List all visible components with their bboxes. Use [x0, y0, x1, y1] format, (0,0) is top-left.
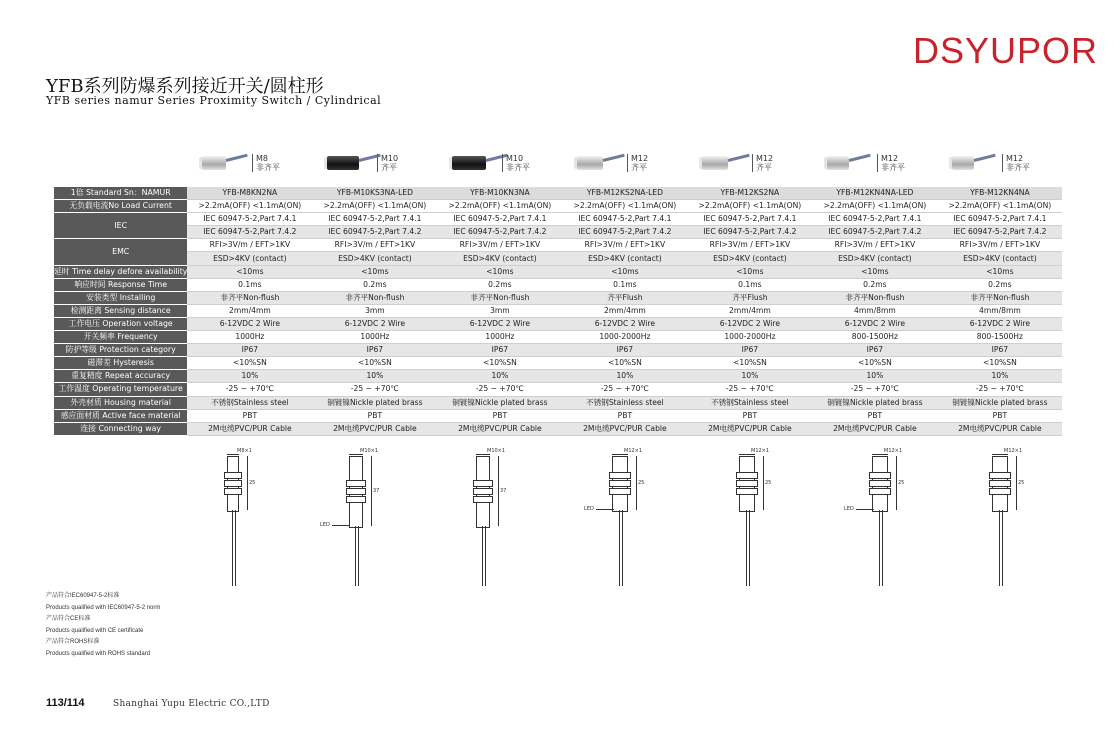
product-size-label [881, 154, 905, 172]
size-text: M12 [881, 154, 899, 163]
page-title-en: YFB series namur Series Proximity Switch / Cylindrical [46, 94, 382, 107]
table-cell: 非齐平Non-flush [312, 291, 437, 304]
table-row [54, 278, 1062, 291]
table-cell: 不锈钢Stainless steel [687, 396, 812, 409]
note-line: 产品符合IEC60947-5-2标准 [46, 593, 120, 599]
table-cell: 2mm/4mm [562, 304, 687, 317]
product-size-label [256, 154, 280, 172]
table-cell: IEC 60947-5-2,Part 7.4.2 [937, 226, 1062, 239]
table-row [54, 187, 1062, 200]
table-cell: 10% [812, 370, 937, 383]
table-cell: PBT [562, 409, 687, 422]
table-cell: 0.2ms [437, 278, 562, 291]
table-cell: 铜镀镍Nickle plated brass [812, 396, 937, 409]
flush-text: 非齐平 [881, 163, 905, 172]
table-cell: 非齐平Non-flush [937, 291, 1062, 304]
table-row [54, 409, 1062, 422]
table-cell: IP67 [812, 344, 937, 357]
table-cell: 不锈钢Stainless steel [562, 396, 687, 409]
table-row [54, 370, 1062, 383]
table-cell: 1000-2000Hz [562, 331, 687, 344]
table-cell: 800-1500Hz [937, 331, 1062, 344]
table-cell: IEC 60947-5-2,Part 7.4.2 [562, 226, 687, 239]
table-cell: -25 ~ +70℃ [687, 383, 812, 396]
table-cell: <10%SN [937, 357, 1062, 370]
table-cell: 0.2ms [312, 278, 437, 291]
thread-label: M8×1 [237, 448, 252, 454]
row-label: 磁滞差 Hysteresis [54, 357, 187, 370]
dimension-drawing [320, 448, 386, 588]
table-cell: 不锈钢Stainless steel [187, 396, 312, 409]
table-cell: YFB-M12KS2NA-LED [562, 187, 687, 200]
dimension-label: 25 [249, 480, 256, 486]
table-row [54, 344, 1062, 357]
table-cell: -25 ~ +70℃ [812, 383, 937, 396]
compliance-notes [46, 591, 160, 660]
table-cell: 10% [687, 370, 812, 383]
table-cell: <10%SN [687, 357, 812, 370]
row-label: IEC [54, 213, 187, 239]
table-cell: <10ms [187, 265, 312, 278]
table-cell: IP67 [312, 344, 437, 357]
company-name: Shanghai Yupu Electric CO.,LTD [113, 699, 270, 709]
row-label: 延时 Time delay defore availability [54, 265, 187, 278]
table-cell: 2M电缆PVC/PUR Cable [562, 422, 687, 435]
dimension-label: 37 [500, 488, 507, 494]
table-row [54, 291, 1062, 304]
table-cell: YFB-M10KN3NA [437, 187, 562, 200]
product-size-label [1006, 154, 1030, 172]
page-number: 113/114 [46, 697, 85, 709]
table-cell: >2.2mA(OFF) <1.1mA(ON) [687, 200, 812, 213]
table-cell: ESD>4KV (contact) [437, 252, 562, 265]
table-cell: 10% [937, 370, 1062, 383]
note-line: Products qualified with IEC60947-5-2 norm [46, 604, 161, 611]
size-text: M8 [256, 154, 268, 163]
table-row [54, 383, 1062, 396]
table-cell: IP67 [562, 344, 687, 357]
table-cell: >2.2mA(OFF) <1.1mA(ON) [437, 200, 562, 213]
table-cell: <10ms [687, 265, 812, 278]
table-cell: ESD>4KV (contact) [812, 252, 937, 265]
row-label: 1倍 Standard Sn：NAMUR [54, 187, 187, 200]
table-cell: <10%SN [187, 357, 312, 370]
note-line: 产品符合CE标准 [46, 616, 91, 622]
thread-label: M12×1 [751, 448, 770, 454]
row-label: 响应时间 Response Time [54, 278, 187, 291]
row-label: 重复精度 Repeat accuracy [54, 370, 187, 383]
product-size-label [756, 154, 773, 172]
table-cell: 6-12VDC 2 Wire [937, 317, 1062, 330]
table-cell: RFI>3V/m / EFT>1KV [312, 239, 437, 252]
table-cell: IEC 60947-5-2,Part 7.4.2 [687, 226, 812, 239]
size-text: M12 [631, 154, 649, 163]
table-cell: <10%SN [437, 357, 562, 370]
page-title-cn: YFB系列防爆系列接近开关/圆柱形 [46, 76, 324, 97]
table-row [54, 304, 1062, 317]
table-cell: 非齐平Non-flush [812, 291, 937, 304]
table-cell: IP67 [437, 344, 562, 357]
table-cell: IP67 [937, 344, 1062, 357]
table-cell: 齐平Flush [687, 291, 812, 304]
table-cell: ESD>4KV (contact) [937, 252, 1062, 265]
table-cell: 6-12VDC 2 Wire [437, 317, 562, 330]
table-cell: 2M电缆PVC/PUR Cable [937, 422, 1062, 435]
table-cell: RFI>3V/m / EFT>1KV [187, 239, 312, 252]
dimension-label: 25 [1018, 480, 1025, 486]
table-cell: <10ms [562, 265, 687, 278]
table-row [54, 422, 1062, 435]
table-cell: 1000Hz [312, 331, 437, 344]
table-cell: 10% [437, 370, 562, 383]
table-cell: 3mm [437, 304, 562, 317]
table-cell: 6-12VDC 2 Wire [562, 317, 687, 330]
table-cell: 10% [187, 370, 312, 383]
thread-label: M10×1 [487, 448, 506, 454]
flush-text: 非齐平 [506, 163, 530, 172]
table-cell: PBT [937, 409, 1062, 422]
thread-label: M12×1 [1004, 448, 1023, 454]
dimension-drawing [844, 448, 910, 588]
table-cell: 铜镀镍Nickle plated brass [937, 396, 1062, 409]
table-row [54, 396, 1062, 409]
row-label: 防护等级 Protection category [54, 344, 187, 357]
table-cell: <10%SN [562, 357, 687, 370]
table-cell: IEC 60947-5-2,Part 7.4.1 [437, 213, 562, 226]
size-text: M12 [1006, 154, 1024, 163]
table-cell: IP67 [187, 344, 312, 357]
table-cell: >2.2mA(OFF) <1.1mA(ON) [312, 200, 437, 213]
table-cell: 1000Hz [437, 331, 562, 344]
table-cell: 10% [312, 370, 437, 383]
table-cell: 1000-2000Hz [687, 331, 812, 344]
row-label: 外壳材质 Housing material [54, 396, 187, 409]
note-line: 产品符合ROHS标准 [46, 639, 100, 645]
table-cell: >2.2mA(OFF) <1.1mA(ON) [812, 200, 937, 213]
table-cell: IEC 60947-5-2,Part 7.4.2 [812, 226, 937, 239]
table-cell: <10ms [312, 265, 437, 278]
table-cell: 齐平Flush [562, 291, 687, 304]
table-cell: -25 ~ +70℃ [437, 383, 562, 396]
row-label: EMC [54, 239, 187, 265]
table-cell: 2M电缆PVC/PUR Cable [187, 422, 312, 435]
flush-text: 非齐平 [1006, 163, 1030, 172]
row-label: 连接 Connecting way [54, 422, 187, 435]
row-label: 无负载电流No Load Current [54, 200, 187, 213]
table-cell: -25 ~ +70℃ [562, 383, 687, 396]
size-text: M12 [756, 154, 774, 163]
table-cell: IEC 60947-5-2,Part 7.4.1 [562, 213, 687, 226]
row-label: 工作温度 Operating temperature [54, 383, 187, 396]
table-cell: ESD>4KV (contact) [562, 252, 687, 265]
dimension-label: 25 [898, 480, 905, 486]
table-cell: 6-12VDC 2 Wire [187, 317, 312, 330]
table-cell: >2.2mA(OFF) <1.1mA(ON) [187, 200, 312, 213]
table-cell: 铜镀镍Nickle plated brass [312, 396, 437, 409]
table-cell: IEC 60947-5-2,Part 7.4.1 [687, 213, 812, 226]
table-cell: 2M电缆PVC/PUR Cable [812, 422, 937, 435]
table-cell: 0.2ms [812, 278, 937, 291]
flush-text: 齐平 [631, 163, 647, 172]
table-cell: YFB-M8KN2NA [187, 187, 312, 200]
table-cell: <10%SN [312, 357, 437, 370]
table-cell: IEC 60947-5-2,Part 7.4.2 [437, 226, 562, 239]
dimension-drawing [717, 448, 777, 588]
table-cell: ESD>4KV (contact) [312, 252, 437, 265]
table-cell: 0.1ms [562, 278, 687, 291]
note-line: Products qualified with ROHS standard [46, 650, 151, 657]
row-label: 开关频率 Frequency [54, 331, 187, 344]
table-cell: PBT [812, 409, 937, 422]
table-cell: IEC 60947-5-2,Part 7.4.1 [937, 213, 1062, 226]
dimension-label: 25 [638, 480, 645, 486]
row-label: 检测距离 Sensing distance [54, 304, 187, 317]
table-cell: PBT [312, 409, 437, 422]
table-cell: IEC 60947-5-2,Part 7.4.2 [187, 226, 312, 239]
dimension-label: 37 [373, 488, 380, 494]
size-text: M10 [381, 154, 399, 163]
table-cell: IEC 60947-5-2,Part 7.4.1 [312, 213, 437, 226]
table-row [54, 265, 1062, 278]
dimension-drawing [203, 448, 263, 588]
table-cell: -25 ~ +70℃ [187, 383, 312, 396]
table-cell: 6-12VDC 2 Wire [812, 317, 937, 330]
dimension-drawing [584, 448, 650, 588]
led-label: LED [320, 522, 330, 528]
table-cell: 4mm/8mm [812, 304, 937, 317]
table-cell: 铜镀镍Nickle plated brass [437, 396, 562, 409]
flush-text: 齐平 [756, 163, 772, 172]
table-cell: <10ms [812, 265, 937, 278]
table-cell: 6-12VDC 2 Wire [312, 317, 437, 330]
table-cell: IEC 60947-5-2,Part 7.4.2 [312, 226, 437, 239]
table-cell: PBT [437, 409, 562, 422]
table-row [54, 252, 1062, 265]
table-cell: 非齐平Non-flush [437, 291, 562, 304]
dimension-label: 25 [765, 480, 772, 486]
row-label: 安装类型 Installing [54, 291, 187, 304]
table-row [54, 357, 1062, 370]
table-cell: PBT [687, 409, 812, 422]
brand-logo: DSYUPOR [912, 30, 1098, 71]
row-label: 工作电压 Operation voltage [54, 317, 187, 330]
table-row [54, 331, 1062, 344]
table-cell: 0.1ms [687, 278, 812, 291]
size-text: M10 [506, 154, 524, 163]
product-size-label [506, 154, 530, 172]
table-cell: 10% [562, 370, 687, 383]
thread-label: M12×1 [624, 448, 643, 454]
table-row [54, 239, 1062, 252]
table-cell: 0.2ms [937, 278, 1062, 291]
table-cell: >2.2mA(OFF) <1.1mA(ON) [937, 200, 1062, 213]
thread-label: M12×1 [884, 448, 903, 454]
table-cell: IEC 60947-5-2,Part 7.4.1 [812, 213, 937, 226]
spec-table [54, 187, 1062, 436]
table-cell: 非齐平Non-flush [187, 291, 312, 304]
table-cell: IEC 60947-5-2,Part 7.4.1 [187, 213, 312, 226]
table-row [54, 213, 1062, 226]
table-cell: 1000Hz [187, 331, 312, 344]
table-cell: 3mm [312, 304, 437, 317]
table-cell: 0.1ms [187, 278, 312, 291]
table-cell: YFB-M12KN4NA [937, 187, 1062, 200]
table-cell: YFB-M12KS2NA [687, 187, 812, 200]
row-label: 感应面材质 Active face material [54, 409, 187, 422]
table-row [54, 317, 1062, 330]
table-cell: YFB-M12KN4NA-LED [812, 187, 937, 200]
flush-text: 非齐平 [256, 163, 280, 172]
product-size-label [631, 154, 648, 172]
thread-label: M10×1 [360, 448, 379, 454]
led-label: LED [584, 506, 594, 512]
table-cell: RFI>3V/m / EFT>1KV [937, 239, 1062, 252]
led-label: LED [844, 506, 854, 512]
table-cell: ESD>4KV (contact) [687, 252, 812, 265]
product-size-label [381, 154, 398, 172]
table-cell: <10ms [437, 265, 562, 278]
table-cell: <10ms [937, 265, 1062, 278]
table-cell: RFI>3V/m / EFT>1KV [562, 239, 687, 252]
table-cell: 2mm/4mm [687, 304, 812, 317]
table-cell: -25 ~ +70℃ [312, 383, 437, 396]
table-cell: IP67 [687, 344, 812, 357]
table-cell: -25 ~ +70℃ [937, 383, 1062, 396]
table-row [54, 226, 1062, 239]
note-line: Products qualified with CE certificate [46, 627, 144, 634]
dimension-drawing [453, 448, 513, 588]
dimension-drawing [970, 448, 1030, 588]
table-cell: RFI>3V/m / EFT>1KV [437, 239, 562, 252]
table-cell: 4mm/8mm [937, 304, 1062, 317]
table-cell: 6-12VDC 2 Wire [687, 317, 812, 330]
table-cell: RFI>3V/m / EFT>1KV [687, 239, 812, 252]
table-cell: ESD>4KV (contact) [187, 252, 312, 265]
table-cell: RFI>3V/m / EFT>1KV [812, 239, 937, 252]
table-cell: 2M电缆PVC/PUR Cable [437, 422, 562, 435]
table-cell: 2M电缆PVC/PUR Cable [312, 422, 437, 435]
table-cell: >2.2mA(OFF) <1.1mA(ON) [562, 200, 687, 213]
table-row [54, 200, 1062, 213]
table-cell: YFB-M10KS3NA-LED [312, 187, 437, 200]
table-cell: 2mm/4mm [187, 304, 312, 317]
table-cell: 800-1500Hz [812, 331, 937, 344]
table-cell: <10%SN [812, 357, 937, 370]
table-cell: PBT [187, 409, 312, 422]
flush-text: 齐平 [381, 163, 397, 172]
table-cell: 2M电缆PVC/PUR Cable [687, 422, 812, 435]
